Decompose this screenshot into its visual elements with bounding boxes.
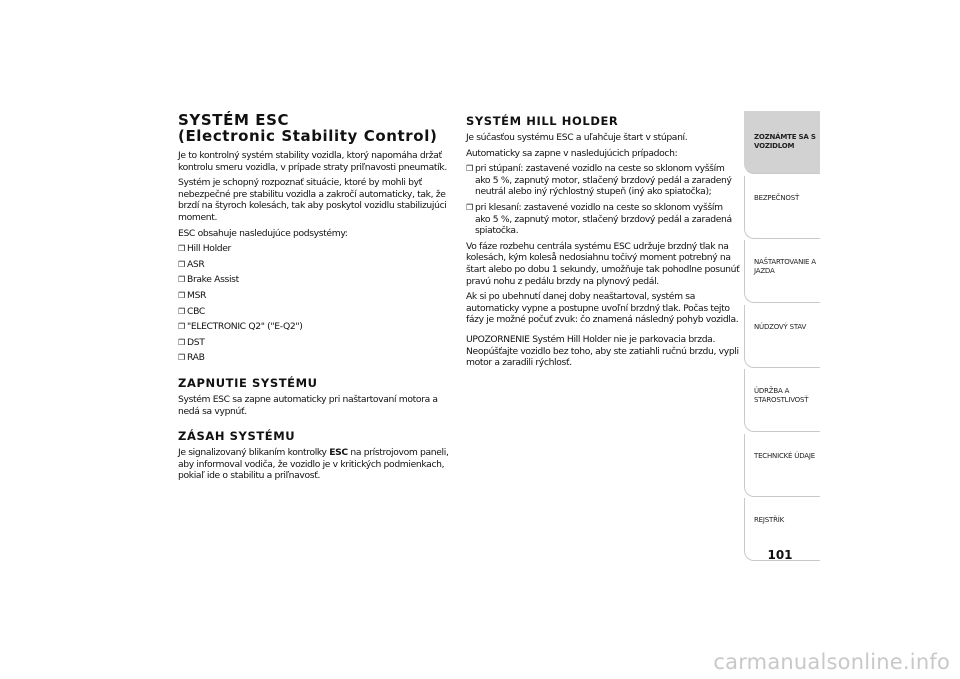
checkbox-bullet-icon: ❒	[178, 353, 185, 363]
checkbox-bullet-icon: ❒	[466, 164, 473, 174]
list-item: ❒ pri klesaní: zastavené vozidlo na ceste so sklonom vyšším ako 5 %, zapnutý motor, stlačený brzdový pedál a zaradená spiatočka.	[466, 201, 732, 237]
list-item: ❒ MSR	[178, 289, 207, 301]
list-item: ❒ CBC	[178, 305, 205, 317]
list-item: ❒ DST	[178, 336, 205, 348]
esc-paragraph-1: Je to kontrolný systém stability vozidla, ktorý napomáha držať kontrolu smeru vozidla, v prípade straty priľnavosti pneumatík.	[178, 150, 447, 173]
tab-rejstrik[interactable]: REJSTŘÍK	[744, 498, 820, 561]
esc-paragraph-2: Systém je schopný rozpoznať situácie, ktoré by mohli byť nebezpečné pre stabilitu vozidla a zakročí automaticky, tak, že brzdí na štyroch kolesách, tak aby poskytol vozidlu stabilizujúci moment.	[178, 177, 447, 223]
hill-paragraph-4: Ak si po ubehnutí danej doby neaštartoval, systém sa automaticky vypne a postupne uvoľní brzdný tlak. Počas tejto fázy je možné počuť zvuk: čo znamená následný pohyb vozidla.	[466, 291, 739, 326]
esc-paragraph-3: ESC obsahuje nasledujúce podsystémy:	[178, 227, 348, 239]
checkbox-bullet-icon: ❒	[178, 275, 185, 285]
page-number: 101	[767, 548, 793, 562]
checkbox-bullet-icon: ❒	[466, 202, 473, 212]
checkbox-bullet-icon: ❒	[178, 290, 185, 300]
subsystem-list	[178, 243, 450, 364]
spacer	[178, 421, 450, 429]
list-item: ❒ Brake Assist	[178, 274, 239, 286]
zasah-paragraph: Je signalizovaný blikaním kontrolky ESC na prístrojovom paneli, aby informoval vodiča, že vozidlo je v kritických podmienkach, pokiaľ ide o stabilitu a priľnavosť.	[178, 447, 449, 482]
list-item: ❒ Hill Holder	[178, 243, 231, 255]
title-line-1: SYSTÉM ESC	[178, 111, 290, 129]
tab-udrzba[interactable]: ÚDRŽBA A STAROSTLIVOSŤ	[744, 369, 820, 432]
warning-paragraph: UPOZORNENIE Systém Hill Holder nie je parkovacia brzda. Neopúšťajte vozidlo bez toho, aby ste zatiahli ručnú brzdu, vypli motor a zaradili rýchlosť.	[466, 333, 739, 369]
esc-keyword: ESC	[329, 447, 348, 459]
tab-bezpecnost[interactable]: BEZPEČNOSŤ	[744, 176, 820, 239]
tab-zoznamte-sa[interactable]: ZOZNÁMTE SA S VOZIDLOM	[744, 111, 820, 174]
chapter-tabs	[744, 111, 820, 563]
heading-hill-holder: SYSTÉM HILL HOLDER	[466, 114, 619, 128]
section-title	[178, 112, 450, 144]
spacer	[178, 368, 450, 376]
heading-zapnutie: ZAPNUTIE SYSTÉMU	[178, 375, 318, 390]
list-item: ❒ ASR	[178, 258, 205, 270]
checkbox-bullet-icon: ❒	[178, 306, 185, 316]
zapnutie-paragraph: Systém ESC sa zapne automaticky pri naštartovaní motora a nedá sa vypnúť.	[178, 393, 438, 417]
checkbox-bullet-icon: ❒	[178, 322, 185, 332]
checkbox-bullet-icon: ❒	[178, 244, 185, 254]
hill-paragraph-3: Vo fáze rozbehu centrála systému ESC udržuje brzdný tlak na kolesách, kým koleså nedosiahnu točivý moment potrebný na štart alebo po dobu 1 sekundy, umožňuje tak pohodlne posunúť pravú nohu z pedálu brzdy na plynový pedál.	[466, 240, 740, 287]
checkbox-bullet-icon: ❒	[178, 259, 185, 269]
hill-paragraph-2: Automaticky sa zapne v nasledujúcich prípadoch:	[466, 147, 678, 159]
list-item: ❒ pri stúpaní: zastavené vozidlo na ceste so sklonom vyšším ako 5 %, zapnutý motor, stlačený brzdový pedál a zaradený neutrál alebo iný rýchlostný stupeň (iný ako spiatočka);	[466, 163, 732, 198]
hill-paragraph-1: Je súčasťou systému ESC a uľahčuje štart v stúpaní.	[466, 132, 688, 143]
watermark: carmanualsonline.info	[713, 650, 950, 674]
tab-nastartovanie[interactable]: NAŠTARTOVANIE A JAZDA	[744, 240, 820, 303]
heading-zasah: ZÁSAH SYSTÉMU	[178, 429, 296, 444]
tab-nudzovy-stav[interactable]: NÚDZOVÝ STAV	[744, 305, 820, 368]
list-item: ❒ RAB	[178, 352, 205, 364]
checkbox-bullet-icon: ❒	[178, 337, 185, 347]
list-item: ❒ "ELECTRONIC Q2" ("E-Q2")	[178, 321, 303, 333]
title-line-2: (Electronic Stability Control)	[178, 127, 438, 145]
left-column	[178, 112, 450, 486]
tab-technicke-udaje[interactable]: TECHNICKÉ ÚDAJE	[744, 434, 820, 497]
right-column	[466, 114, 740, 373]
